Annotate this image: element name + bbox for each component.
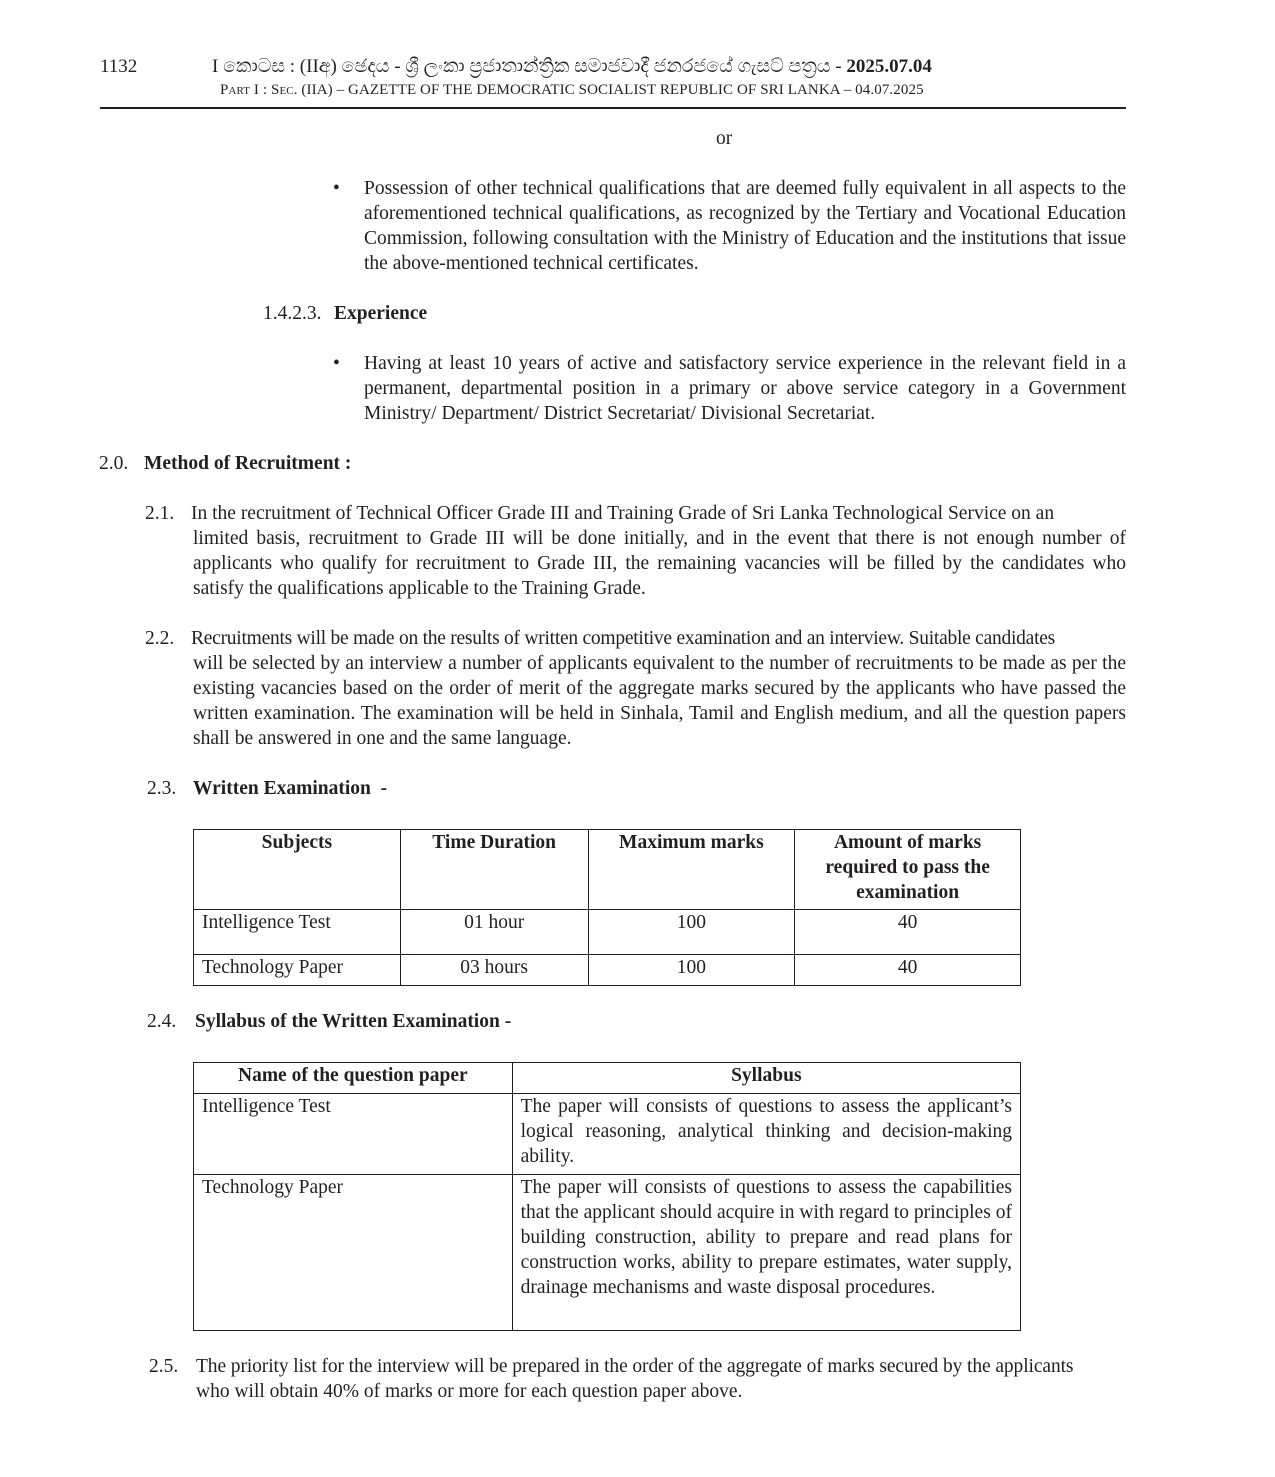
section-22-first-line: Recruitments will be made on the results of written competitive examination and an interview. Suitable candidates [191,628,1055,649]
bullet-marker: • [333,353,340,374]
max-marks-cell: 100 [588,910,795,955]
pass-marks-cell: 40 [795,955,1021,986]
header-part: Part I [220,82,260,98]
header-maximum-marks: Maximum marks [588,830,795,910]
subject-cell: Technology Paper [194,955,401,986]
equivalent-qualifications-paragraph: Possession of other technical qualifications that are deemed fully equivalent in all aspects to the aforementioned technical qualifications, as recognized by the Tertiary and Vocational Education Commission, following consultation with the Ministry of Education and the institutions that issue the above-mentioned technical certificates. [364,178,1126,274]
duration-cell: 01 hour [400,910,588,955]
header-pass-marks: Amount of marks required to pass the examination [795,830,1021,910]
section-24-title: Syllabus of the Written Examination - [195,1011,512,1032]
section-25-paragraph: who will obtain 40% of marks or more for each question paper above. [196,1381,743,1402]
syllabus-cell: The paper will consists of questions to assess the capabilities that the applicant should acquire in with regard to principles of building construction, ability to prepare and read plans for construction works, ability to prepare estimates, water supply, drainage mechanisms and waste disposal procedures. [512,1175,1020,1331]
section-21-first-line: In the recruitment of Technical Officer Grade III and Training Grade of Sri Lanka Technological Service on an [191,503,1055,524]
header-subjects: Subjects [194,830,401,910]
section-25-first-line: The priority list for the interview will be prepared in the order of the aggregate of marks secured by the applicants [196,1356,1074,1377]
experience-paragraph: Having at least 10 years of active and satisfactory service experience in the relevant field in a permanent, departmental position in a primary or above service category in a Government Ministry/ Department/ District Secretariat/ Divisional Secretariat. [364,353,1126,424]
written-exam-table [193,829,1021,986]
header-syllabus: Syllabus [512,1063,1020,1094]
bullet-marker: • [333,178,340,199]
page-number: 1132 [100,56,138,77]
section-23-title: Written Examination - [193,778,388,799]
section-20-title: Method of Recruitment : [144,453,352,474]
header-sep: : [259,82,271,98]
header-time-duration: Time Duration [400,830,588,910]
section-22-paragraph: will be selected by an interview a number of applicants equivalent to the number of recruitments to be made as per the existing vacancies based on the order of merit of the aggregate marks secured by the applicants who have passed the written examination. The examination will be held in Sinhala, Tamil and English medium, and all the question papers shall be answered in one and the same language. [193,653,1126,749]
section-21-paragraph: limited basis, recruitment to Grade III will be done initially, and in the event that there is not enough number of applicants who qualify for recruitment to Grade III, the remaining vacancies will be filled by the candidates who satisfy the qualifications applicable to the Training Grade. [193,528,1126,599]
syllabus-table [193,1062,1021,1331]
section-20-number: 2.0. [99,453,129,474]
or-text: or [716,128,733,149]
table-row [194,1094,1021,1175]
header-date: 2025.07.04 [846,56,932,77]
header-sinhala-text: I කොටස : (IIඅ) ඡෙදය - ශ්‍රී ලංකා ප්‍රජාතාන්ත්‍රික සමාජවාදී ජනරජයේ ගැසට් පත්‍රය - [212,56,847,77]
table-header-row [194,830,1021,910]
section-1423-number: 1.4.2.3. [263,303,322,324]
syllabus-cell: The paper will consists of questions to assess the applicant’s logical reasoning, analytical thinking and decision-making ability. [512,1094,1020,1175]
header-rule [100,107,1126,109]
section-25-number: 2.5. [149,1356,179,1377]
header-question-paper: Name of the question paper [194,1063,513,1094]
duration-cell: 03 hours [400,955,588,986]
pass-marks-cell: 40 [795,910,1021,955]
paper-name-cell: Technology Paper [194,1175,513,1331]
table-header-row [194,1063,1021,1094]
section-21-number: 2.1. [145,503,175,524]
subject-cell: Intelligence Test [194,910,401,955]
section-23-number: 2.3. [147,778,177,799]
table-row [194,1175,1021,1331]
gazette-header-english [220,82,924,99]
paper-name-cell: Intelligence Test [194,1094,513,1175]
table-row [194,910,1021,955]
section-1423-title: Experience [334,303,428,324]
max-marks-cell: 100 [588,955,795,986]
table-row [194,955,1021,986]
section-24-number: 2.4. [147,1011,177,1032]
header-title: (IIA) – GAZETTE OF THE DEMOCRATIC SOCIALIST REPUBLIC OF SRI LANKA – 04.07.2025 [297,82,924,98]
header-sec: Sec. [271,82,298,98]
section-22-number: 2.2. [145,628,175,649]
gazette-header-sinhala [212,56,1032,78]
